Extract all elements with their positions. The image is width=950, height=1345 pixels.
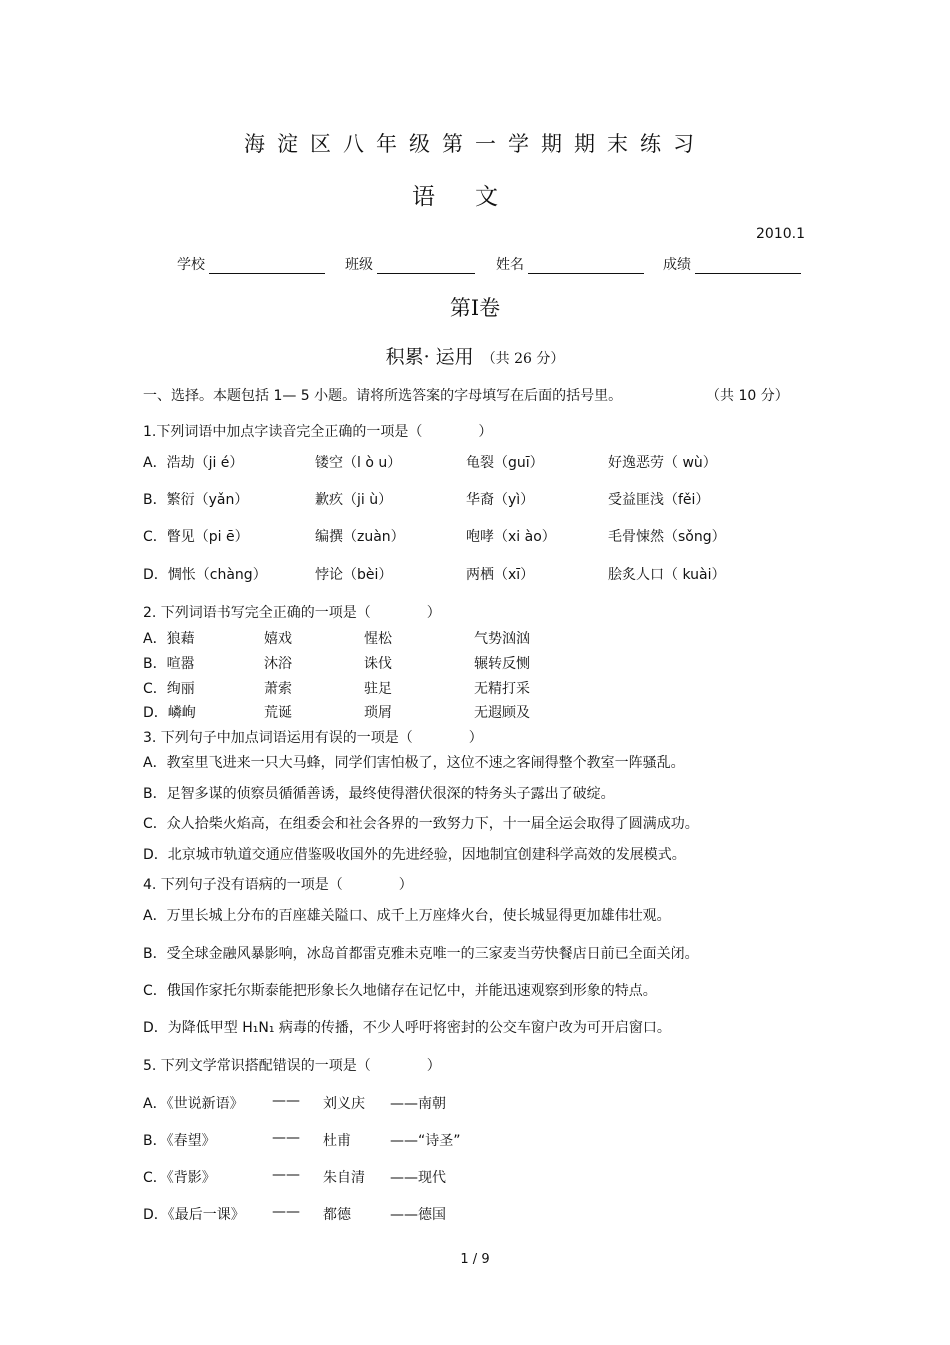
q1-a-1: A．浩劫（ji é） <box>143 455 244 471</box>
q1-c-3: 咆哮（xi ào） <box>466 529 556 545</box>
q2-b-1: B．喧嚣 <box>143 656 195 672</box>
q2-a-2: 嬉戏 <box>264 631 292 647</box>
field-score <box>663 254 801 274</box>
q2-b-3: 诛伐 <box>364 656 392 672</box>
q5-b-work: B．《春望》 <box>143 1133 216 1149</box>
subject-title: 语文 <box>412 184 538 210</box>
q1-c-2: 编撰（zuàn） <box>315 529 405 545</box>
q1-a-3: 龟裂（guī） <box>466 455 544 471</box>
q5-a-author: 刘义庆 <box>323 1096 365 1112</box>
q5-b-dash: —— <box>272 1130 300 1146</box>
field-name <box>496 254 644 274</box>
q1-d-3: 两栖（xī） <box>466 567 535 583</box>
q1-a-2: 镂空（l ò u） <box>315 455 402 471</box>
q5-b-author: 杜甫 <box>323 1133 351 1149</box>
section-name: 积累· 运用 <box>385 346 474 368</box>
q5-stem: 5. 下列文学常识搭配错误的一项是（ ） <box>143 1058 441 1074</box>
part1-heading <box>143 385 622 405</box>
q5-b-info: ——“诗圣” <box>390 1133 461 1149</box>
section-points: （共 26 分） <box>481 351 565 367</box>
q4-option-a: A．万里长城上分布的百座雄关隘口、成千上万座烽火台，使长城显得更加雄伟壮观。 <box>143 908 671 924</box>
q5-c-author: 朱自清 <box>323 1170 365 1186</box>
q2-a-4: 气势汹汹 <box>474 631 530 647</box>
q2-c-4: 无精打采 <box>474 681 530 697</box>
field-label: 班级 <box>345 257 373 273</box>
q2-b-4: 辗转反恻 <box>474 656 530 672</box>
q5-c-info: ——现代 <box>390 1170 446 1186</box>
q1-a-4: 好逸恶劳（ wù） <box>608 455 717 471</box>
blank-line <box>377 257 475 274</box>
q5-a-dash: —— <box>272 1093 300 1109</box>
q5-d-work: D．《最后一课》 <box>143 1207 245 1223</box>
q4-option-b: B．受全球金融风暴影响，冰岛首都雷克雅未克唯一的三家麦当劳快餐店日前已全面关闭。 <box>143 946 699 962</box>
page-number: 1 / 9 <box>460 1252 490 1267</box>
q1-b-4: 受益匪浅（fěi） <box>608 492 710 508</box>
q2-c-1: C．绚丽 <box>143 681 195 697</box>
volume-title: 第Ⅰ卷 <box>449 296 501 320</box>
q3-stem: 3. 下列句子中加点词语运用有误的一项是（ ） <box>143 730 483 746</box>
q2-d-4: 无遐顾及 <box>474 705 530 721</box>
q3-option-a: A．教室里飞进来一只大马蜂，同学们害怕极了，这位不速之客闹得整个教室一阵骚乱。 <box>143 755 685 771</box>
q1-d-4: 脍炙人口（ kuài） <box>608 567 726 583</box>
q4-option-d: D．为降低甲型 H₁N₁ 病毒的传播，不少人呼吁将密封的公交车窗户改为可开启窗口。 <box>143 1020 671 1036</box>
field-school <box>177 254 325 274</box>
q3-option-c: C．众人拾柴火焰高，在组委会和社会各界的一致努力下，十一届全运会取得了圆满成功。 <box>143 816 699 832</box>
q1-d-2: 悖论（bèi） <box>315 567 393 583</box>
q4-stem: 4. 下列句子没有语病的一项是（ ） <box>143 877 413 893</box>
q1-b-3: 华裔（yì） <box>466 492 535 508</box>
q5-c-work: C．《背影》 <box>143 1170 216 1186</box>
field-label: 姓名 <box>496 257 524 273</box>
q2-d-3: 琐屑 <box>364 705 392 721</box>
part1-points: （共 10 分） <box>706 388 789 404</box>
section-title <box>0 342 950 369</box>
q5-d-dash: —— <box>272 1204 300 1220</box>
q1-b-1: B．繁衍（yǎn） <box>143 492 249 508</box>
part1-text: 一、选择。本题包括 1— 5 小题。请将所选答案的字母填写在后面的括号里。 <box>143 388 623 404</box>
q5-a-work: A．《世说新语》 <box>143 1096 244 1112</box>
q5-c-dash: —— <box>272 1167 300 1183</box>
q1-stem: 1.下列词语中加点字读音完全正确的一项是（ ） <box>143 424 493 440</box>
q2-b-2: 沐浴 <box>264 656 292 672</box>
field-label: 成绩 <box>663 257 691 273</box>
q2-stem: 2. 下列词语书写完全正确的一项是（ ） <box>143 605 441 621</box>
q4-option-c: C．俄国作家托尔斯泰能把形象长久地储存在记忆中，并能迅速观察到形象的特点。 <box>143 983 657 999</box>
field-class <box>345 254 475 274</box>
q1-c-4: 毛骨悚然（sǒng） <box>608 529 726 545</box>
q5-d-info: ——德国 <box>390 1207 446 1223</box>
q2-a-3: 惺松 <box>364 631 392 647</box>
q1-d-1: D．惆怅（chàng） <box>143 567 267 583</box>
field-label: 学校 <box>177 257 205 273</box>
q5-a-info: ——南朝 <box>390 1096 446 1112</box>
q1-c-1: C．瞥见（pi ē） <box>143 529 249 545</box>
q5-d-author: 都德 <box>323 1207 351 1223</box>
q3-option-d: D．北京城市轨道交通应借鉴吸收国外的先进经验，因地制宜创建科学高效的发展模式。 <box>143 847 686 863</box>
q2-a-1: A．狼藉 <box>143 631 195 647</box>
exam-title: 海淀区八年级第一学期期末练习 <box>244 132 706 156</box>
q2-d-2: 荒诞 <box>264 705 292 721</box>
blank-line <box>209 257 325 274</box>
q2-d-1: D．嶙峋 <box>143 705 196 721</box>
exam-date: 2010.1 <box>756 226 805 242</box>
q2-c-2: 萧索 <box>264 681 292 697</box>
blank-line <box>695 257 801 274</box>
q2-c-3: 驻足 <box>364 681 392 697</box>
q3-option-b: B．足智多谋的侦察员循循善诱，最终使得潜伏很深的特务头子露出了破绽。 <box>143 786 615 802</box>
blank-line <box>528 257 644 274</box>
q1-b-2: 歉疚（ji ù） <box>315 492 393 508</box>
